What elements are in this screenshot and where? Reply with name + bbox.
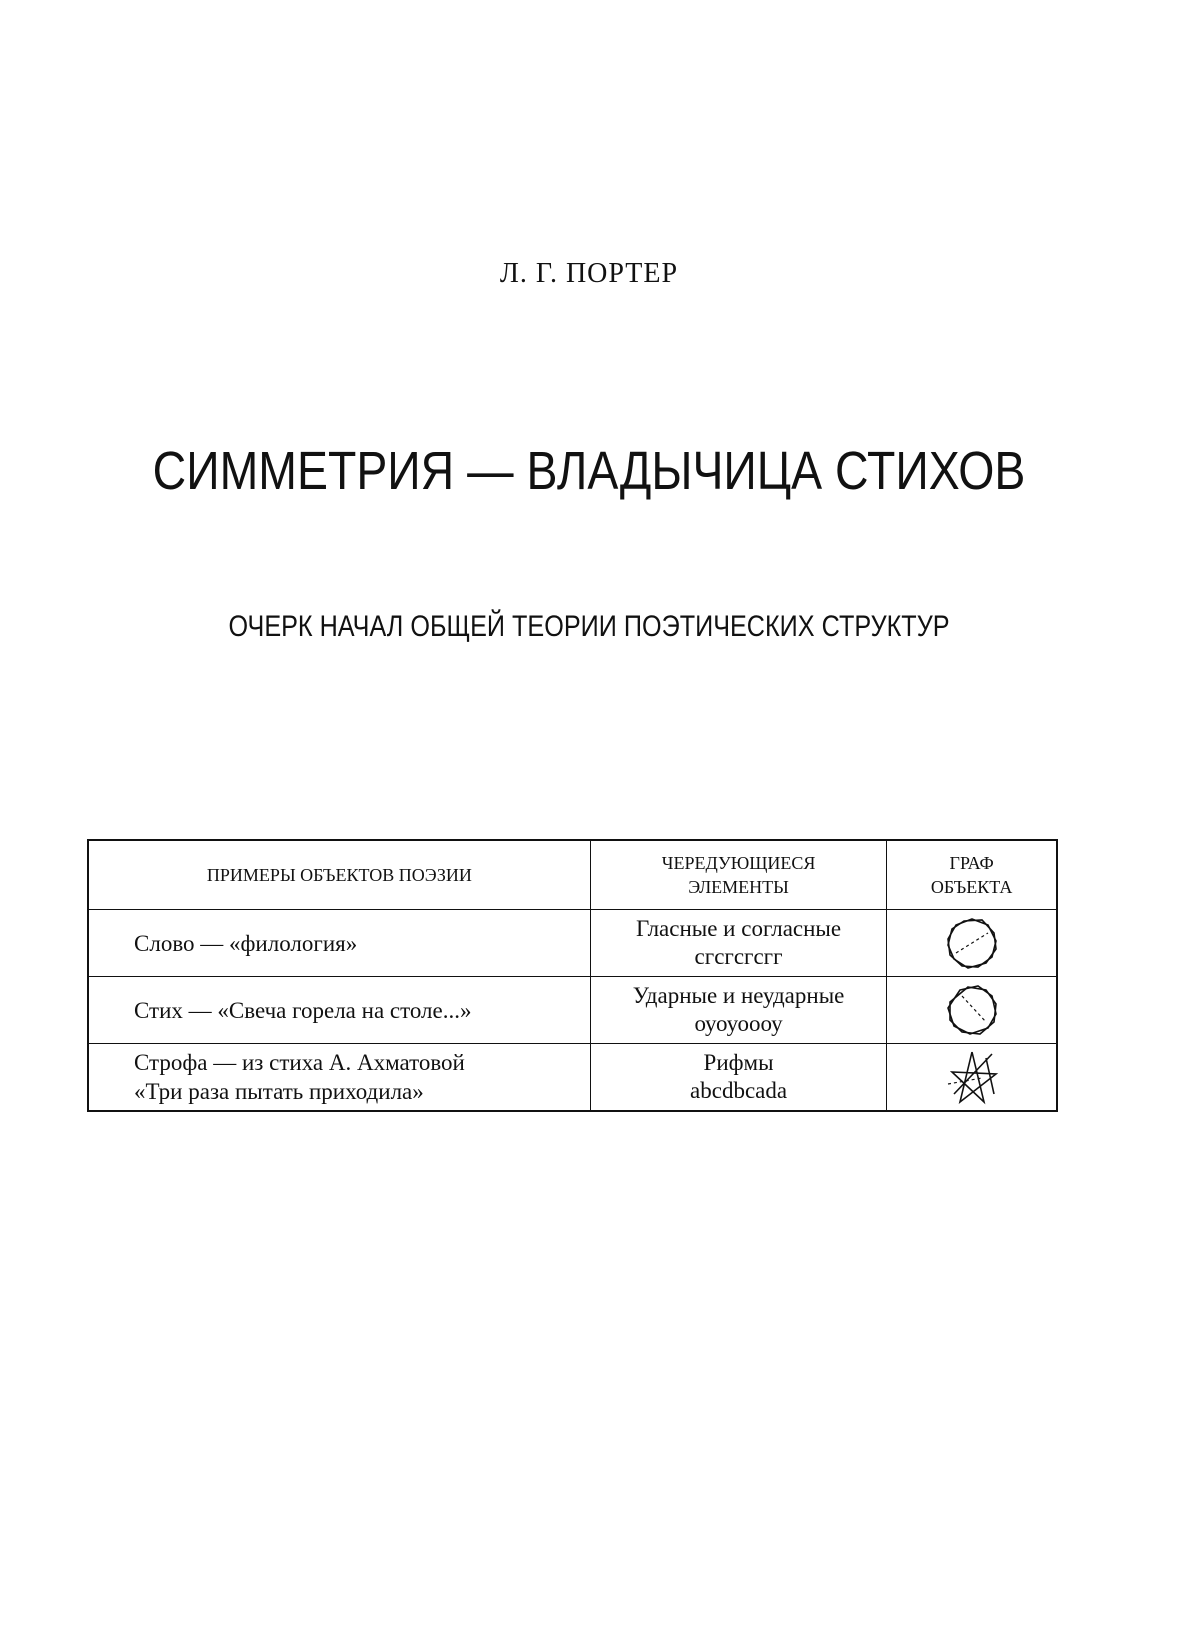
example-cell <box>88 910 590 977</box>
graph-cell <box>887 977 1057 1044</box>
graph-cell <box>887 1044 1057 1112</box>
elements-name: Рифмы <box>703 1050 774 1075</box>
author-name: Л. Г. ПОРТЕР <box>499 258 679 289</box>
header-elements-line2: ЭЛЕМЕНТЫ <box>688 877 789 897</box>
elements-cell <box>590 977 886 1044</box>
header-graph-line2: ОБЪЕКТА <box>930 877 1013 897</box>
table-row <box>88 910 1057 977</box>
octagon-star-graph-icon <box>942 982 1002 1038</box>
book-title: СИММЕТРИЯ — ВЛАДЫЧИЦА СТИХОВ <box>152 441 1026 501</box>
example-text-line2: «Три раза пытать приходила» <box>134 1079 424 1104</box>
book-subtitle: ОЧЕРК НАЧАЛ ОБЩЕЙ ТЕОРИИ ПОЭТИЧЕСКИХ СТРУКТУР <box>228 610 950 643</box>
elements-name: Гласные и согласные <box>636 916 842 941</box>
crossing-lines-graph-icon <box>942 1048 1002 1106</box>
poetry-objects-table <box>87 839 1058 1112</box>
nonagon-star-graph-icon <box>942 915 1002 971</box>
elements-pattern: оуоуоооу <box>694 1011 783 1036</box>
elements-name: Ударные и неударные <box>632 983 845 1008</box>
header-elements-line1: ЧЕРЕДУЮЩИЕСЯ <box>661 853 816 873</box>
example-cell <box>88 977 590 1044</box>
table-header-row <box>88 840 1057 910</box>
elements-pattern: сгсгсгсгг <box>694 944 783 969</box>
example-cell <box>88 1044 590 1112</box>
example-text-line1: Строфа — из стиха А. Ахматовой <box>134 1050 465 1075</box>
header-examples: ПРИМЕРЫ ОБЪЕКТОВ ПОЭЗИИ <box>88 840 590 910</box>
elements-cell <box>590 1044 886 1112</box>
header-graph-line1: ГРАФ <box>949 853 994 873</box>
table-row <box>88 977 1057 1044</box>
example-text: Стих — «Свеча горела на столе...» <box>134 997 472 1023</box>
header-graph <box>887 840 1057 910</box>
header-elements <box>590 840 886 910</box>
example-text: Слово — «филология» <box>134 930 358 956</box>
table-row <box>88 1044 1057 1112</box>
elements-cell <box>590 910 886 977</box>
graph-cell <box>887 910 1057 977</box>
elements-pattern: abcdbcada <box>690 1078 788 1103</box>
